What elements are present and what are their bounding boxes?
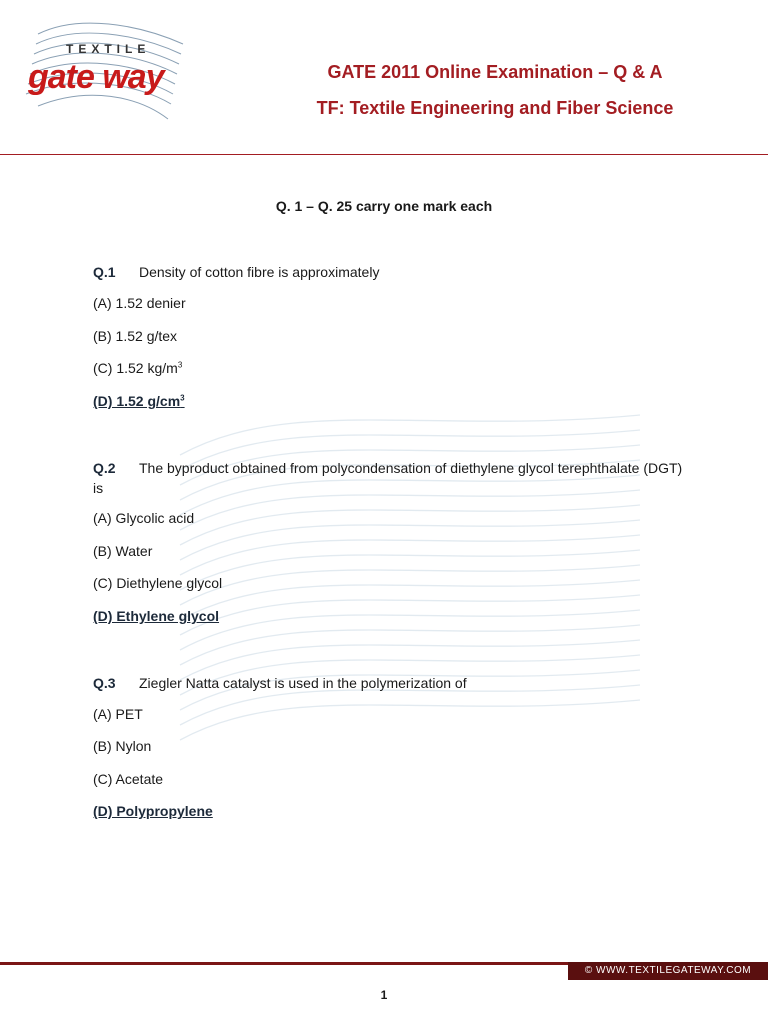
question-number: Q.3 — [93, 675, 116, 691]
logo-gateway-text: gate way — [28, 58, 164, 96]
page-subtitle: TF: Textile Engineering and Fiber Science — [316, 98, 674, 118]
answer-option: (D) Ethylene glycol — [93, 608, 220, 624]
question-text: The byproduct obtained from polycondensation of diethylene glycol terephthalate (DGT) is — [93, 460, 683, 496]
option-b: (B) Nylon — [93, 738, 152, 754]
option-a: (A) PET — [93, 706, 143, 722]
page-title: GATE 2011 Online Examination – Q & A — [327, 62, 663, 82]
question-text: Ziegler Natta catalyst is used in the polymerization of — [139, 675, 467, 691]
watermark-wave-graphic — [170, 395, 650, 775]
option-c: (C) Acetate — [93, 771, 164, 787]
option-c: (C) 1.52 $kg/m^3$ — [93, 360, 183, 376]
question-2 — [93, 458, 693, 498]
option-a: (A) Glycolic acid — [93, 510, 195, 526]
textile-gateway-logo — [18, 14, 190, 130]
option-a: (A) 1.52 denier — [93, 295, 186, 311]
logo-textile-text: TEXTILE — [66, 42, 151, 56]
option-c: (C) Diethylene glycol — [93, 575, 223, 591]
answer-option: (D) Polypropylene — [93, 803, 213, 819]
question-number: Q.1 — [93, 264, 116, 280]
page-number: 1 — [380, 988, 388, 1002]
question-3 — [93, 673, 693, 693]
question-text: Density of cotton fibre is approximately — [139, 264, 380, 280]
footer-copyright: © WWW.TEXTILEGATEWAY.COM — [584, 965, 752, 976]
option-b: (B) 1.52 g/tex — [93, 328, 178, 344]
question-1 — [93, 262, 693, 282]
section-heading: Q. 1 – Q. 25 carry one mark each — [275, 198, 493, 214]
header-divider — [0, 154, 768, 155]
question-number: Q.2 — [93, 460, 116, 476]
option-b: (B) Water — [93, 543, 153, 559]
answer-option: (D) 1.52 $g/cm^3$ — [93, 393, 185, 409]
